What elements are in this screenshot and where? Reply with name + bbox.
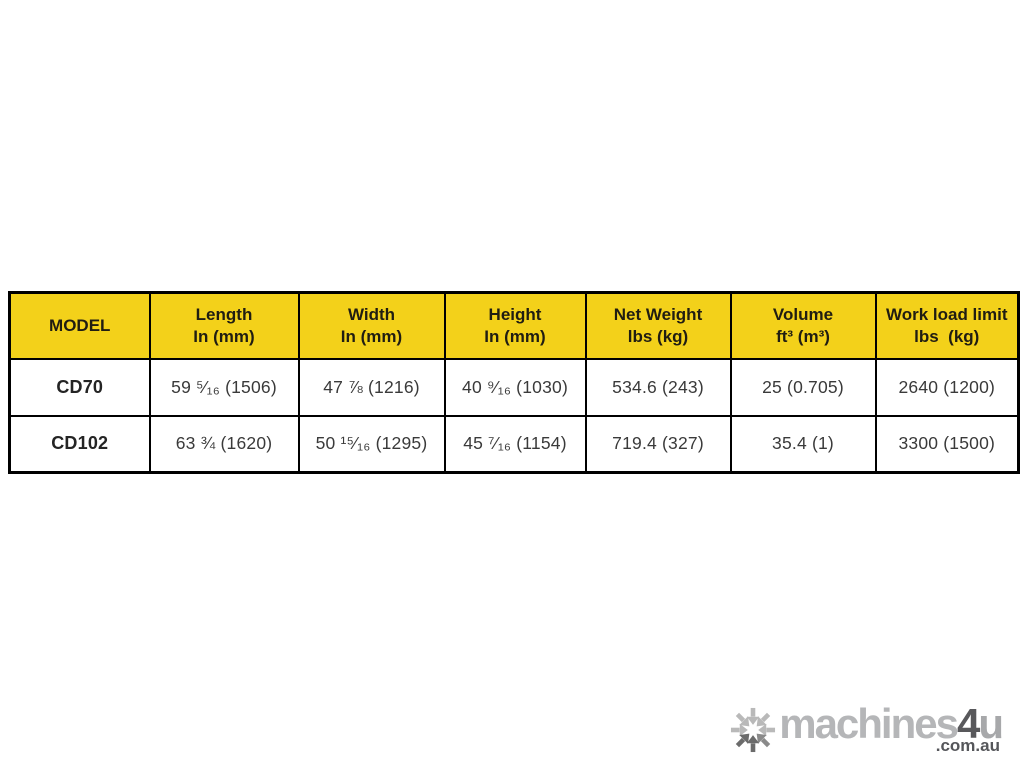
brand-4: 4 <box>956 699 979 747</box>
cell-volume: 25 (0.705) <box>731 359 876 416</box>
cell-model: CD102 <box>10 416 150 473</box>
header-model <box>10 293 150 359</box>
header-label: Length <box>195 305 253 324</box>
header-length <box>150 293 299 359</box>
header-label: Width <box>347 305 396 324</box>
header-sublabel: ft³ (m³) <box>776 326 830 346</box>
cell-net-weight: 534.6 (243) <box>586 359 731 416</box>
cell-width: 50 ¹⁵⁄₁₆ (1295) <box>299 416 445 473</box>
header-sublabel: lbs (kg) <box>627 326 689 346</box>
brand-u: u <box>978 699 1002 747</box>
specifications-table <box>8 291 1020 474</box>
brand-machines: machines <box>779 699 957 747</box>
header-sublabel: In (mm) <box>193 326 255 346</box>
cell-net-weight: 719.4 (327) <box>586 416 731 473</box>
cell-length: 63 ¾ (1620) <box>150 416 299 473</box>
header-label: Work load limit <box>885 305 1008 324</box>
cell-work-load-limit: 3300 (1500) <box>876 416 1019 473</box>
cell-work-load-limit: 2640 (1200) <box>876 359 1019 416</box>
cell-height: 45 ⁷⁄₁₆ (1154) <box>445 416 586 473</box>
header-sublabel: lbs (kg) <box>914 326 980 346</box>
header-net-weight <box>586 293 731 359</box>
cell-width: 47 ⅞ (1216) <box>299 359 445 416</box>
header-sublabel: In (mm) <box>484 326 546 346</box>
cell-height: 40 ⁹⁄₁₆ (1030) <box>445 359 586 416</box>
header-label: Volume <box>772 305 834 324</box>
table-row-cd102 <box>10 416 1019 473</box>
cell-model: CD70 <box>10 359 150 416</box>
header-label: MODEL <box>49 315 111 335</box>
cell-length: 59 ⁵⁄₁₆ (1506) <box>150 359 299 416</box>
header-sublabel: In (mm) <box>340 326 403 346</box>
header-label: Height <box>488 305 542 324</box>
machines4u-wordmark <box>779 699 1002 757</box>
cell-volume: 35.4 (1) <box>731 416 876 473</box>
header-height <box>445 293 586 359</box>
brand-domain: .com.au <box>935 736 1000 756</box>
header-volume <box>731 293 876 359</box>
machines4u-icon <box>730 703 776 757</box>
header-label: Net Weight <box>613 305 703 324</box>
header-width <box>299 293 445 359</box>
table-row-cd70 <box>10 359 1019 416</box>
machines4u-watermark <box>730 699 1002 757</box>
header-work-load-limit <box>876 293 1019 359</box>
table-header-row <box>10 293 1019 359</box>
